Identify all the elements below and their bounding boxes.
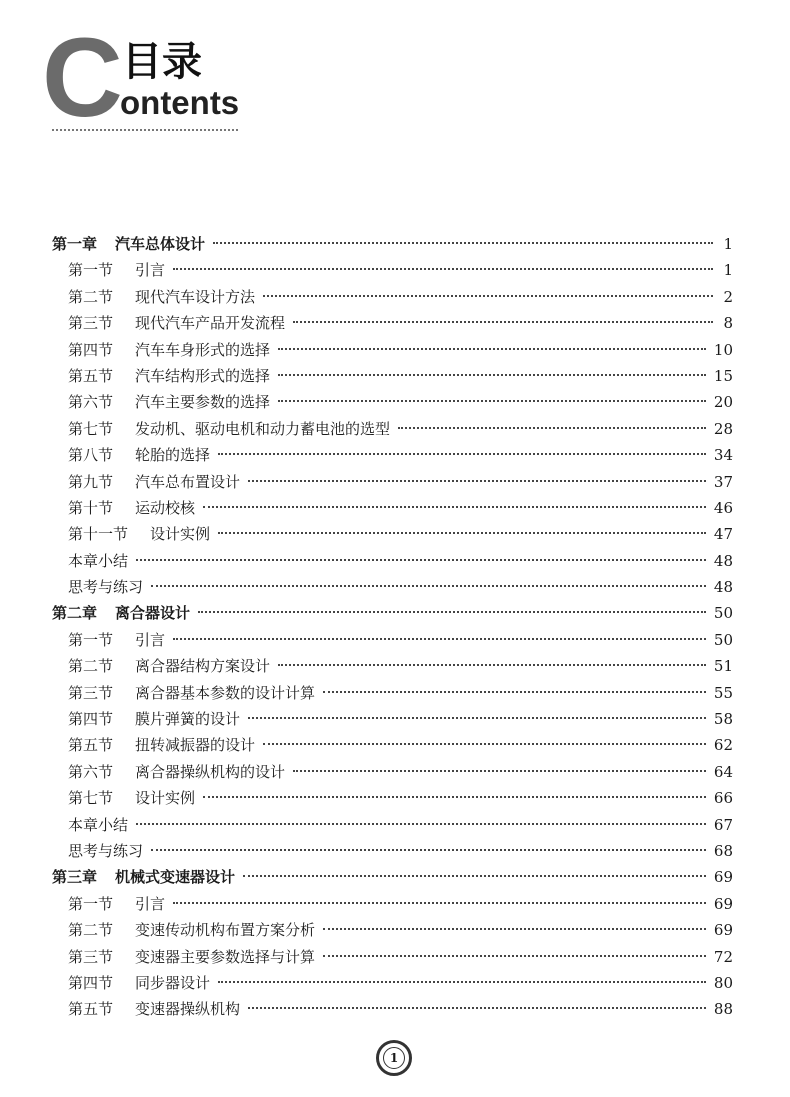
toc-section-entry[interactable] [0, 970, 790, 996]
toc-section-entry[interactable] [0, 363, 790, 389]
toc-entry-label [68, 706, 240, 732]
toc-page-number: 72 [713, 947, 733, 966]
toc-page-number: 10 [713, 340, 733, 359]
toc-dot-leader [323, 691, 706, 693]
toc-dot-leader [278, 400, 706, 402]
toc-entry-number: 第四节 [68, 340, 114, 359]
toc-dot-leader [263, 743, 706, 745]
header-dotted-rule [52, 129, 238, 131]
toc-section-entry[interactable] [0, 917, 790, 943]
toc-page-number: 67 [713, 815, 733, 834]
toc-page-number: 1 [723, 261, 733, 280]
toc-entry-label [68, 416, 390, 442]
toc-entry-title: 引言 [135, 261, 166, 280]
toc-entry-label [68, 310, 285, 336]
toc-entry-label [68, 838, 143, 864]
toc-page-number: 88 [713, 1000, 733, 1019]
contents-header [42, 15, 262, 140]
toc-section-entry[interactable] [0, 838, 790, 864]
toc-entry-title: 发动机、驱动电机和动力蓄电池的选型 [135, 419, 391, 438]
toc-dot-leader [293, 770, 706, 772]
toc-section-entry[interactable] [0, 442, 790, 468]
toc-page-number: 15 [713, 366, 733, 385]
toc-page-number: 62 [713, 736, 733, 755]
toc-entry-title: 变速器主要参数选择与计算 [135, 947, 316, 966]
toc-entry-title: 汽车结构形式的选择 [135, 366, 271, 385]
toc-entry-number: 第十一节 [68, 525, 129, 544]
toc-page-number: 69 [713, 868, 733, 887]
toc-chapter-entry[interactable] [0, 864, 790, 890]
toc-section-entry[interactable] [0, 310, 790, 336]
toc-entry-title: 离合器结构方案设计 [135, 657, 271, 676]
toc-dot-leader [263, 295, 713, 297]
toc-entry-label [68, 970, 210, 996]
toc-entry-label [68, 732, 255, 758]
toc-entry-title: 引言 [135, 894, 166, 913]
toc-dot-leader [323, 928, 706, 930]
toc-dot-leader [218, 532, 706, 534]
toc-dot-leader [203, 506, 706, 508]
toc-entry-title: 引言 [135, 630, 166, 649]
toc-page-number: 55 [713, 683, 733, 702]
toc-page-number: 50 [713, 604, 733, 623]
toc-entry-title: 设计实例 [150, 525, 211, 544]
toc-page-number: 2 [723, 287, 733, 306]
toc-entry-title: 汽车车身形式的选择 [135, 340, 271, 359]
toc-page-number: 37 [713, 472, 733, 491]
toc-dot-leader [243, 875, 706, 877]
toc-entry-number: 第五节 [68, 1000, 114, 1019]
toc-dot-leader [218, 981, 706, 983]
toc-section-entry[interactable] [0, 495, 790, 521]
toc-entry-label [68, 548, 128, 574]
toc-dot-leader [173, 902, 706, 904]
toc-page-number: 47 [713, 525, 733, 544]
toc-entry-label [68, 257, 165, 283]
toc-dot-leader [151, 849, 706, 851]
toc-section-entry[interactable] [0, 574, 790, 600]
page-number-badge [376, 1040, 412, 1076]
toc-page-number: 58 [713, 710, 733, 729]
toc-section-entry[interactable] [0, 706, 790, 732]
toc-entry-title: 机械式变速器设计 [115, 868, 236, 887]
table-of-contents [0, 231, 790, 1023]
toc-section-entry[interactable] [0, 996, 790, 1022]
toc-page-number: 64 [713, 762, 733, 781]
toc-entry-number: 第九节 [68, 472, 114, 491]
toc-section-entry[interactable] [0, 416, 790, 442]
toc-entry-label [68, 389, 270, 415]
toc-section-entry[interactable] [0, 759, 790, 785]
toc-page-number: 8 [723, 314, 733, 333]
toc-entry-title: 轮胎的选择 [135, 446, 211, 465]
toc-entry-label [68, 363, 270, 389]
toc-entry-title: 同步器设计 [135, 973, 211, 992]
toc-dot-leader [151, 585, 706, 587]
toc-entry-number: 第二节 [68, 657, 114, 676]
toc-page-number: 1 [723, 235, 733, 253]
toc-page-number: 48 [713, 551, 733, 570]
toc-dot-leader [136, 559, 706, 561]
toc-dot-leader [278, 664, 706, 666]
toc-entry-number: 第七节 [68, 789, 114, 808]
toc-entry-title: 现代汽车设计方法 [135, 287, 256, 306]
toc-page-number: 51 [713, 657, 733, 676]
toc-entry-label [68, 284, 255, 310]
toc-section-entry[interactable] [0, 680, 790, 706]
toc-entry-title: 汽车总布置设计 [135, 472, 241, 491]
toc-section-entry[interactable] [0, 732, 790, 758]
toc-entry-title: 变速器操纵机构 [135, 1000, 241, 1019]
toc-entry-label [68, 442, 210, 468]
toc-entry-number: 第一节 [68, 894, 114, 913]
toc-entry-title: 设计实例 [135, 789, 196, 808]
toc-dot-leader [248, 1007, 706, 1009]
toc-entry-number: 第七节 [68, 419, 114, 438]
contents-title-cn: 目录 [122, 39, 202, 85]
toc-entry-number: 本章小结 [68, 815, 129, 834]
toc-page-number: 80 [713, 973, 733, 992]
toc-entry-title: 离合器基本参数的设计计算 [135, 683, 316, 702]
toc-section-entry[interactable] [0, 785, 790, 811]
toc-entry-title: 变速传动机构布置方案分析 [135, 921, 316, 940]
toc-page-number: 48 [713, 578, 733, 597]
toc-page-number: 66 [713, 789, 733, 808]
toc-entry-title: 膜片弹簧的设计 [135, 710, 241, 729]
toc-entry-number: 本章小结 [68, 551, 129, 570]
toc-entry-number: 第四节 [68, 710, 114, 729]
toc-entry-number: 第六节 [68, 762, 114, 781]
toc-section-entry[interactable] [0, 337, 790, 363]
toc-page-number: 50 [713, 630, 733, 649]
toc-dot-leader [278, 374, 706, 376]
toc-dot-leader [173, 268, 713, 270]
toc-entry-number: 第一节 [68, 261, 114, 280]
toc-entry-number: 第一节 [68, 630, 114, 649]
toc-entry-label [68, 521, 210, 547]
toc-entry-label [68, 574, 143, 600]
toc-dot-leader [203, 796, 706, 798]
toc-entry-number: 第二节 [68, 287, 114, 306]
toc-entry-number: 第五节 [68, 366, 114, 385]
toc-section-entry[interactable] [0, 548, 790, 574]
toc-entry-number: 第十节 [68, 498, 114, 517]
toc-entry-number: 第三章 [52, 868, 98, 887]
toc-chapter-entry[interactable] [0, 600, 790, 626]
toc-section-entry[interactable] [0, 257, 790, 283]
page-number: 1 [383, 1047, 405, 1069]
toc-entry-title: 现代汽车产品开发流程 [135, 314, 286, 333]
toc-page-number: 20 [713, 393, 733, 412]
toc-entry-number: 第三节 [68, 314, 114, 333]
toc-page-number: 28 [713, 419, 733, 438]
toc-entry-title: 离合器操纵机构的设计 [135, 762, 286, 781]
toc-entry-label [68, 653, 270, 679]
toc-entry-title: 扭转减振器的设计 [135, 736, 256, 755]
toc-entry-number: 思考与练习 [68, 841, 144, 860]
toc-entry-number: 思考与练习 [68, 578, 144, 597]
toc-page-number: 68 [713, 841, 733, 860]
toc-entry-label [68, 917, 315, 943]
toc-entry-label [52, 864, 235, 890]
toc-entry-title: 运动校核 [135, 498, 196, 517]
toc-entry-number: 第八节 [68, 446, 114, 465]
toc-dot-leader [248, 717, 706, 719]
toc-entry-label [68, 469, 240, 495]
toc-entry-label [52, 600, 190, 626]
toc-entry-label [68, 812, 128, 838]
toc-page-number: 69 [713, 894, 733, 913]
toc-dot-leader [136, 823, 706, 825]
toc-entry-label [68, 627, 165, 653]
toc-entry-number: 第六节 [68, 393, 114, 412]
toc-dot-leader [248, 480, 706, 482]
toc-entry-number: 第二章 [52, 604, 98, 623]
toc-chapter-entry[interactable] [0, 231, 790, 257]
toc-dot-leader [278, 348, 706, 350]
toc-dot-leader [213, 242, 713, 244]
toc-entry-label [68, 337, 270, 363]
toc-page-number: 69 [713, 921, 733, 940]
toc-entry-label [68, 944, 315, 970]
toc-entry-number: 第五节 [68, 736, 114, 755]
toc-entry-title: 汽车主要参数的选择 [135, 393, 271, 412]
toc-section-entry[interactable] [0, 812, 790, 838]
toc-section-entry[interactable] [0, 627, 790, 653]
toc-entry-number: 第三节 [68, 683, 114, 702]
toc-section-entry[interactable] [0, 389, 790, 415]
toc-entry-title: 汽车总体设计 [115, 235, 206, 253]
toc-dot-leader [293, 321, 713, 323]
toc-dot-leader [173, 638, 706, 640]
toc-entry-label [68, 996, 240, 1022]
toc-entry-number: 第三节 [68, 947, 114, 966]
toc-section-entry[interactable] [0, 944, 790, 970]
toc-entry-label [68, 680, 315, 706]
toc-page-number: 46 [713, 498, 733, 517]
toc-entry-label [68, 785, 195, 811]
toc-dot-leader [323, 955, 706, 957]
toc-entry-label [68, 759, 285, 785]
toc-entry-label [52, 231, 205, 257]
toc-section-entry[interactable] [0, 891, 790, 917]
toc-section-entry[interactable] [0, 653, 790, 679]
contents-title-en: ontents [120, 84, 240, 121]
toc-section-entry[interactable] [0, 521, 790, 547]
toc-section-entry[interactable] [0, 469, 790, 495]
toc-dot-leader [218, 453, 706, 455]
toc-entry-number: 第一章 [52, 235, 98, 253]
toc-dot-leader [198, 611, 706, 613]
toc-entry-number: 第四节 [68, 973, 114, 992]
toc-entry-number: 第二节 [68, 921, 114, 940]
toc-entry-title: 离合器设计 [115, 604, 191, 623]
toc-page-number: 34 [713, 446, 733, 465]
toc-dot-leader [398, 427, 706, 429]
toc-section-entry[interactable] [0, 284, 790, 310]
contents-c-logo: C [42, 15, 123, 140]
toc-entry-label [68, 495, 195, 521]
toc-entry-label [68, 891, 165, 917]
